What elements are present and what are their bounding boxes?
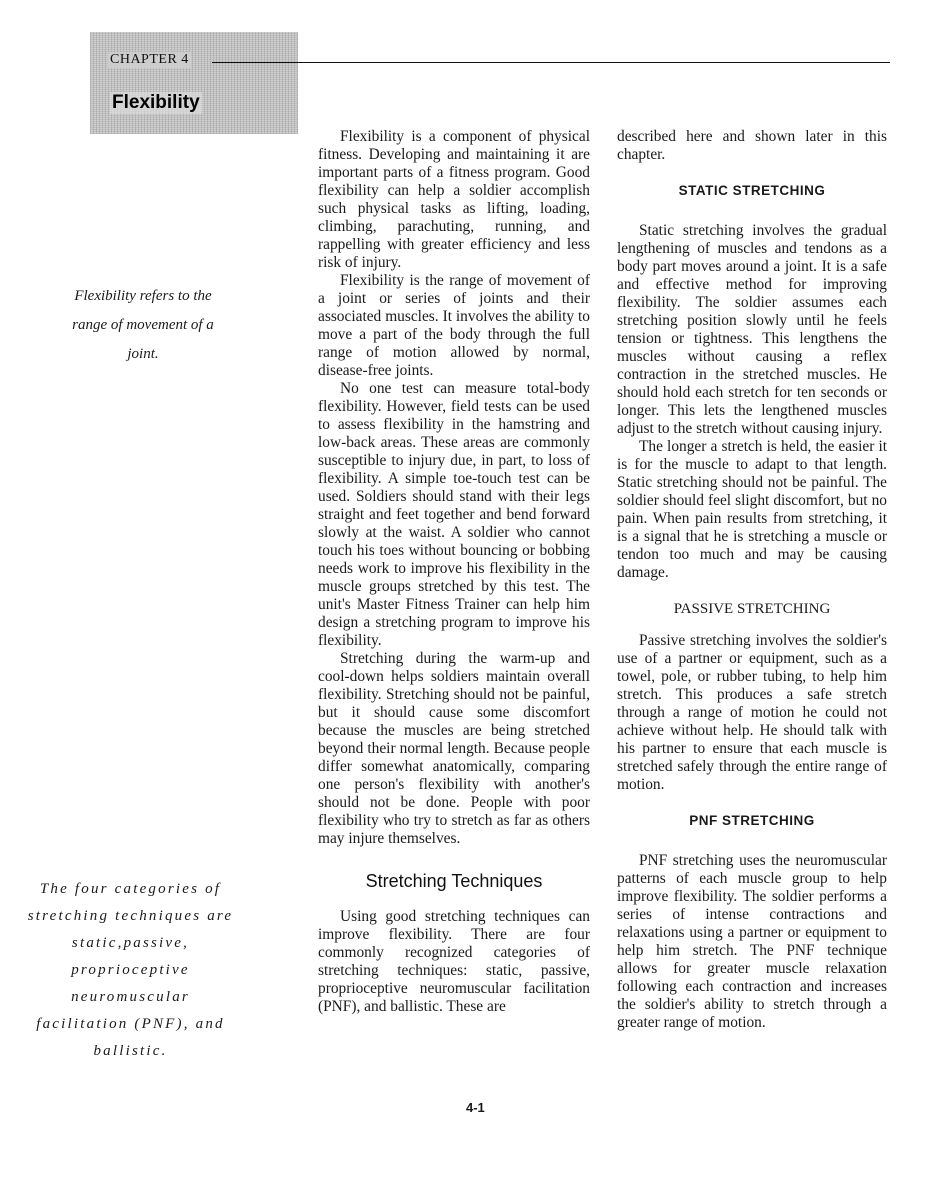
page-number: 4-1 (466, 1100, 485, 1115)
section-heading-stretching-techniques: Stretching Techniques (365, 871, 543, 891)
subheading-pnf-stretching: PNF STRETCHING (689, 813, 815, 828)
paragraph: Flexibility is the range of movement of a joint or series of joints and their associated muscles. It involves the ability to move a part of the body through the full range of motion allowed by normal, disease-free joints. (318, 272, 590, 379)
margin-note-line: proprioceptive (71, 962, 190, 978)
paragraph: Using good stretching techniques can improve flexibility. There are four commonly recognized categories of stretching techniques: static, passive, proprioceptive neuromuscular facilitation (PNF), and ballistic. These are (318, 908, 590, 1015)
chapter-header-graphic (90, 32, 298, 134)
paragraph: The longer a stretch is held, the easier it is for the muscle to adapt to that length. Static stretching should not be painful. The soldier should feel slight discomfort, but no pain. When pain results from stretching, it is a signal that he is stretching a muscle or tendon too much and may be causing damage. (617, 438, 887, 581)
chapter-label: CHAPTER 4 (110, 52, 189, 67)
subheading-passive-stretching: PASSIVE STRETCHING (673, 601, 831, 617)
paragraph: described here and shown later in this chapter. (617, 128, 887, 163)
paragraph: No one test can measure total-body flexibility. However, field tests can be used to assess flexibility in the hamstring and low-back areas. These areas are commonly susceptible to injury due, in part, to loss of flexibility. A simple toe-touch test can be used. Soldiers should stand with their legs straight and feet together and bend forward slowly at the waist. A soldier who cannot touch his toes without bouncing or bobbing needs work to improve his flexibility in the muscle groups stretched by this test. The unit's Master Fitness Trainer can help him design a stretching program to improve his flexibility. (318, 380, 590, 649)
chapter-title: Flexibility (112, 92, 200, 113)
margin-note-line: stretching techniques are (27, 908, 234, 924)
paragraph: Static stretching involves the gradual lengthening of muscles and tendons as a body part moves around a joint. It is a safe and effective method for improving flexibility. The soldier assumes each stretching position slowly until he feels tension or tightness. This lengthens the muscles without causing a reflex contraction in the stretched muscles. He should hold each stretch for ten seconds or longer. This lets the lengthened muscles adjust to the stretch without causing injury. (617, 222, 887, 437)
paragraph: Stretching during the warm-up and cool-down helps soldiers maintain overall flexibility. Stretching should not be painful, but it should cause some discomfort because the muscles are being stretched beyond their normal length. Because people differ somewhat anatomically, comparing one person's flexibility with another's should not be done. People with poor flexibility who try to stretch as far as others may injure themselves. (318, 650, 590, 847)
text-column-left (318, 128, 590, 1016)
margin-note-line: static,passive, (71, 935, 190, 951)
subheading-static-stretching: STATIC STRETCHING (678, 183, 826, 198)
paragraph: Flexibility is a component of physical fitness. Developing and maintaining it are important parts of a fitness program. Good flexibility can help a soldier accomplish such physical tasks as lifting, loading, climbing, parachuting, running, and rappelling with greater efficiency and less risk of injury. (318, 128, 590, 271)
margin-note-line: ballistic. (93, 1043, 168, 1059)
margin-note-categories (18, 876, 243, 1065)
text-column-right (617, 128, 887, 1032)
margin-note-line: neuromuscular (71, 989, 190, 1005)
margin-note-flexibility: Flexibility refers to the range of movement of a joint. (72, 288, 214, 362)
margin-note-line: The four categories of (39, 881, 222, 897)
header-rule (212, 62, 890, 63)
paragraph: PNF stretching uses the neuromuscular patterns of each muscle group to help improve flexibility. The soldier performs a series of intense contractions and relaxations using a partner or equipment to help him stretch. The PNF technique allows for greater muscle relaxation following each contraction and increases the soldier's ability to stretch through a greater range of motion. (617, 852, 887, 1031)
paragraph: Passive stretching involves the soldier's use of a partner or equipment, such as a towel, pole, or rubber tubing, to help him stretch. This produces a safe stretch through a range of motion he could not achieve without help. He should talk with his partner to ensure that each muscle is stretched safely through the entire range of motion. (617, 632, 887, 793)
margin-note-line: facilitation (PNF), and (36, 1016, 225, 1032)
